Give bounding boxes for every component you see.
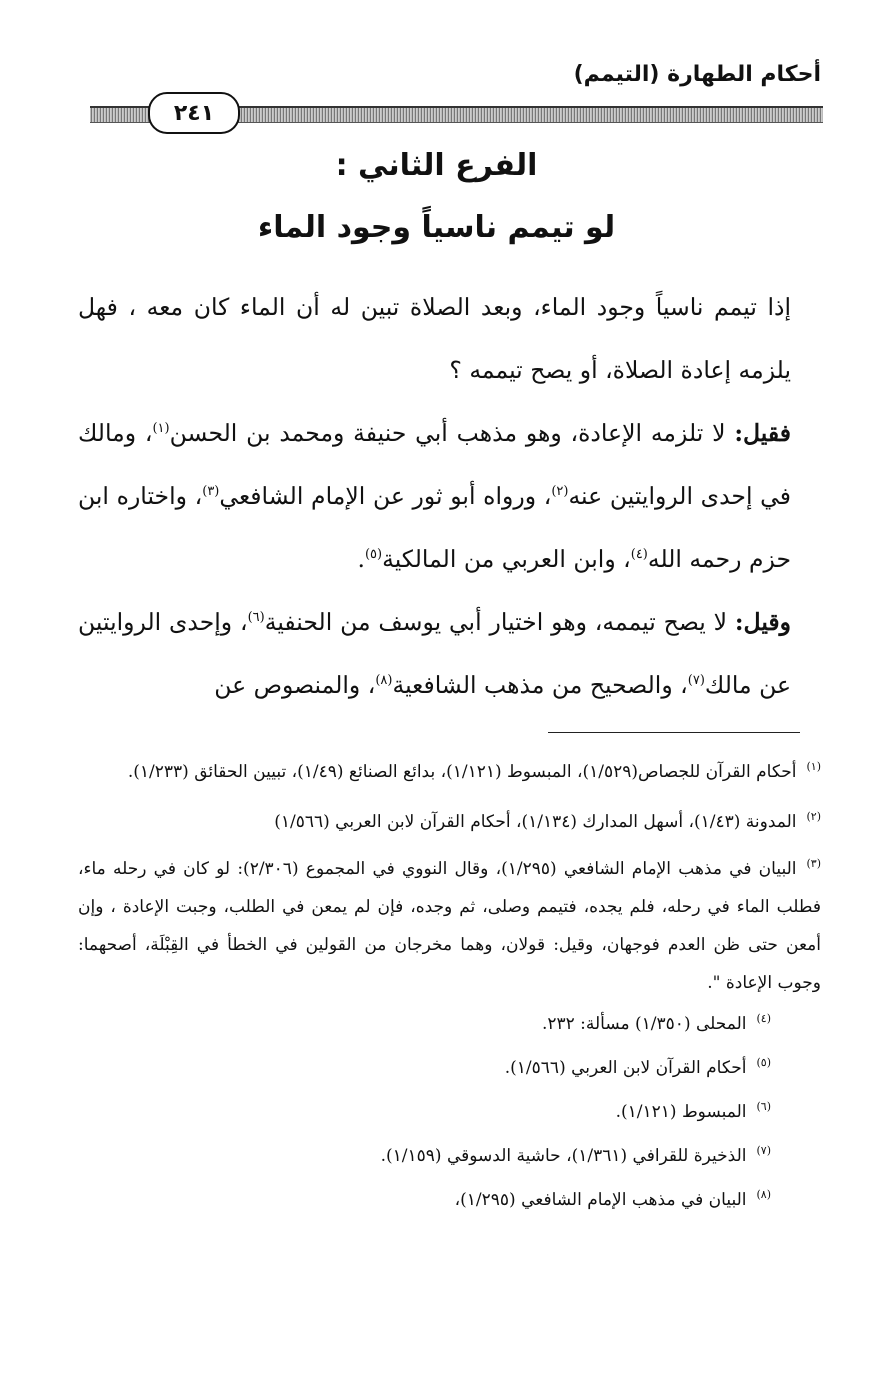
footnote-7 — [78, 1134, 821, 1178]
footnote-number: (٣) — [806, 857, 822, 871]
paragraph-2-text: ، واختاره ابن حزم رحمه الله — [78, 482, 791, 573]
paragraph-2-text: لا تلزمه الإعادة، وهو مذهب أبي حنيفة ومحمد بن الحسن — [169, 419, 735, 447]
footnote-4 — [78, 1002, 821, 1046]
footnote-2 — [78, 802, 821, 842]
paragraph-2-text: ، وابن العربي من المالكية — [382, 545, 631, 573]
footnote-number: (٥) — [756, 1056, 771, 1070]
footnote-ref-1[interactable]: (١) — [152, 421, 170, 437]
footnote-ref-7[interactable]: (٧) — [687, 673, 705, 689]
footnote-ref-2[interactable]: (٢) — [551, 484, 569, 500]
footnote-ref-6[interactable]: (٦) — [247, 610, 265, 626]
footnote-number: (٤) — [756, 1012, 771, 1026]
footnote-number: (٧) — [756, 1144, 771, 1158]
footnote-text: أحكام القرآن لابن العربي (١/٥٦٦). — [504, 1058, 747, 1078]
body-text — [78, 276, 791, 717]
footnote-number: (٨) — [756, 1188, 771, 1202]
footnotes — [78, 752, 821, 1222]
paragraph-2-text: ، ورواه أبو ثور عن الإمام الشافعي — [219, 482, 552, 510]
paragraph-2 — [78, 402, 791, 591]
footnote-separator — [548, 732, 800, 733]
paragraph-3 — [78, 591, 791, 717]
footnote-3 — [78, 850, 821, 1002]
footnote-text: أحكام القرآن للجصاص(١/٥٢٩)، المبسوط (١/١٢١)، بدائع الصنائع (١/٤٩)، تبيين الحقائق (١/٢٣٣). — [127, 762, 797, 782]
paragraph-2-text: . — [357, 545, 365, 573]
page-number: ٢٤١ — [148, 92, 240, 134]
footnote-number: (١) — [806, 760, 821, 774]
section-title: الفرع الثاني : — [335, 148, 538, 183]
footnote-text: المبسوط (١/١٢١). — [615, 1102, 747, 1122]
footnote-text: الذخيرة للقرافي (١/٣٦١)، حاشية الدسوقي (١/١٥٩). — [380, 1146, 747, 1166]
footnote-text: المدونة (١/٤٣)، أسهل المدارك (١/١٣٤)، أحكام القرآن لابن العربي (١/٥٦٦) — [274, 812, 797, 832]
footnote-text: البيان في مذهب الإمام الشافعي (١/٢٩٥)، — [454, 1190, 747, 1210]
paragraph-3-text: ، والمنصوص عن — [214, 671, 376, 699]
footnote-ref-3[interactable]: (٣) — [202, 484, 220, 500]
paragraph-2-text: ، ومالك في إحدى الروايتين عنه — [78, 419, 791, 510]
footnote-8 — [78, 1178, 821, 1222]
footnote-ref-4[interactable]: (٤) — [630, 547, 648, 563]
footnote-5 — [78, 1046, 821, 1090]
footnote-6 — [78, 1090, 821, 1134]
section-subtitle: لو تيمم ناسياً وجود الماء — [257, 210, 616, 245]
footnote-text: المحلى (١/٣٥٠) مسألة: ٢٣٢. — [541, 1014, 747, 1034]
footnote-number: (٦) — [756, 1100, 771, 1114]
footnote-text: البيان في مذهب الإمام الشافعي (١/٢٩٥)، وقال النووي في المجموع (٢/٣٠٦): لو كان في رحله ماء، فطلب الماء في رحله، فلم يجده، فتيمم وصلى، ثم وجده، فإن لم يمعن في الطلب، وجبت الإعادة ، وإن أمعن حتى ظن العدم فوجهان، وقيل: قولان، وهما مخرجان من القولين في الخطأ في القِبْلَة، أصحهما: وجوب الإعادة ". — [78, 859, 821, 993]
paragraph-3-lead: وقيل: — [734, 608, 791, 636]
paragraph-1: إذا تيمم ناسياً وجود الماء، وبعد الصلاة تبين له أن الماء كان معه ، فهل يلزمه إعادة الصلاة، أو يصح تيممه ؟ — [78, 293, 791, 384]
footnote-1 — [78, 752, 821, 792]
paragraph-3-text: ، والصحيح من مذهب الشافعية — [392, 671, 688, 699]
running-title: أحكام الطهارة (التيمم) — [573, 62, 821, 87]
paragraph-2-lead: فقيل: — [734, 419, 791, 447]
footnote-number: (٢) — [806, 810, 821, 824]
footnote-ref-5[interactable]: (٥) — [364, 547, 383, 563]
paragraph-3-text: لا يصح تيممه، وهو اختيار أبي يوسف من الحنفية — [264, 608, 735, 636]
footnote-ref-8[interactable]: (٨) — [375, 673, 393, 689]
paragraph-3-text: ، وإحدى الروايتين عن مالك — [78, 608, 791, 699]
